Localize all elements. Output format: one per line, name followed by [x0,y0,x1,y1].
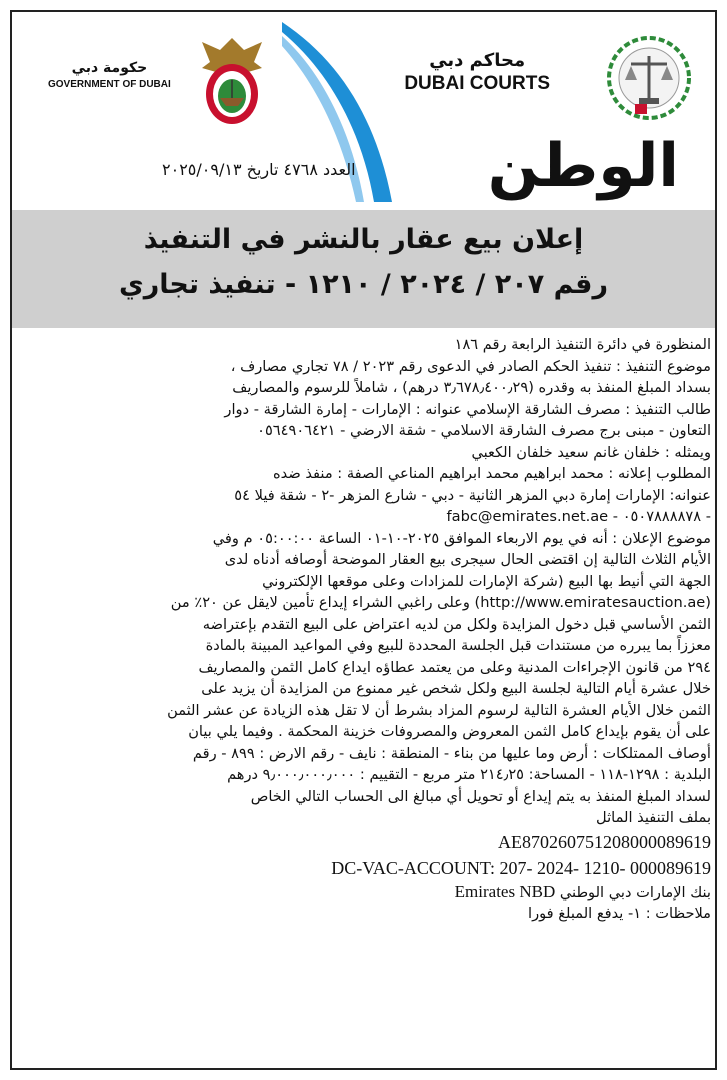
courts-logo-text [404,50,550,95]
gov-name-ar: حكومة دبي [71,60,148,76]
body-line: (http://www.emiratesauction.ae) وعلى راغبي الشراء إيداع تأمين لايقل عن ٢٠٪ من [170,594,711,611]
gov-logo-text [48,60,171,90]
bank-line [18,881,711,904]
body-line: المطلوب إعلانه : محمد ابراهيم محمد ابراهيم المناعي الصفة : منفذ ضده [273,465,711,482]
body-line: عنوانه: الإمارات إمارة دبي المزهر الثانية - دبي - شارع المزهر -٢ - شقة فيلا ٥٤ [234,486,711,504]
newspaper-name: الوطن [487,131,679,201]
body-line: موضوع الإعلان : أنه في يوم الاربعاء الموافق ٢٠٢٥-١٠-٠١ الساعة ٠٥:٠٠:٠٠ م وفي [212,529,711,547]
body-line: الجهة التي أنيط بها البيع (شركة الإمارات للمزادات وعلى موقعها الإلكتروني [262,572,711,590]
dubai-emblem-icon [192,32,272,128]
body-line: الأيام الثلاث التالية إن اقتضى الحال سيجرى بيع العقار الموضحة أوصافه أدناه لدى [224,551,711,568]
body-line: البلدية : ١٢٩٨-١١٨ - المساحة: ٢١٤٫٢٥ متر مربع - التقييم : ٩٫٠٠٠٫٠٠٠٫٠٠٠ درهم [227,766,711,783]
case-number: رقم ٢٠٧ / ٢٠٢٤ / ١٢١٠ - تنفيذ تجاري [118,269,609,300]
body-line: ٢٩٤ من قانون الإجراءات المدنية وعلى من يعتمد عطاؤه ايداع كامل الثمن والمصاريف [198,658,711,676]
body-line: موضوع التنفيذ : تنفيذ الحكم الصادر في الدعوى رقم ٢٠٢٣ / ٧٨ تجاري مصارف ، [230,357,711,375]
body-line: معززاً بما يبرره من مستندات قبل الجلسة المحددة للبيع وفي المواعيد المبينة بالمادة [205,637,711,654]
body-line: لسداد المبلغ المنفذ به يتم إيداع أو تحويل أي مبالغ الى الحساب التالي الخاص [250,787,711,805]
notice-title: إعلان بيع عقار بالنشر في التنفيذ [143,224,584,255]
body-line: المنظورة في دائرة التنفيذ الرابعة رقم ١٨٦ [454,336,711,353]
bank-name-ar: بنك الإمارات دبي الوطني [559,883,711,901]
notice-frame [10,10,717,1070]
title-band [12,210,715,328]
notes-line: ملاحظات : ١- يدفع المبلغ فورا [528,905,711,922]
body-line: ويمثله : خلفان غانم سعيد خلفان الكعبي [471,443,711,461]
courts-scales-icon [605,34,693,122]
body-line: الثمن خلال الأيام العشرة التالية لرسوم المزاد بشرط أن لا تقل هذه الزيادة عن عشر الثمن [167,701,711,719]
header [12,12,715,212]
body-line: بسداد المبلغ المنفذ به وقدره (٣٫٦٧٨٫٤٠٠٫٢٩ درهم) ، شاملاً للرسوم والمصاريف [232,379,711,396]
body-line: - ٠٥٠٧٨٨٨٨٧٨ - fabc@emirates.net.ae [446,508,711,525]
body-line: الثمن الأساسي قبل دخول المزايدة ولكل من لديه اعتراض على البيع التقدم بإعتراضه [202,615,711,633]
body-line: بملف التنفيذ الماثل [596,809,711,826]
courts-name-ar: محاكم دبي [429,50,526,71]
notice-body [18,334,711,925]
gov-name-en: GOVERNMENT OF DUBAI [48,79,171,90]
bank-name-en: Emirates NBD [454,881,556,901]
iban-line: AE870260751208000089619 [498,831,711,852]
body-line: التعاون - مبنى برج مصرف الشارقة الاسلامي - شقة الارضي - ٠٥٦٤٩٠٦٤٢١ [257,422,711,439]
account-line: DC-VAC-ACCOUNT: 207- 2024- 1210- 000089619 [331,857,711,878]
courts-name-en: DUBAI COURTS [404,73,550,94]
body-line: خلال عشرة أيام التالية لجلسة البيع ولكل شخص غير ممنوع من المزايدة أن يزيد على [201,680,711,697]
body-line: أوصاف الممتلكات : أرض وما عليها من بناء - المنطقة : نايف - رقم الارض : ٨٩٩ - رقم [192,744,711,762]
issue-line: العدد ٤٧٦٨ تاريخ ٢٠٢٥/٠٩/١٣ [162,160,356,179]
body-line: طالب التنفيذ : مصرف الشارقة الإسلامي عنوانه : الإمارات - إمارة الشارقة - دوار [224,400,711,418]
body-line: على أن يقوم بإيداع كامل الثمن المعروض والمصروفات خزينة المحكمة . وفيما يلي بيان [188,723,711,740]
